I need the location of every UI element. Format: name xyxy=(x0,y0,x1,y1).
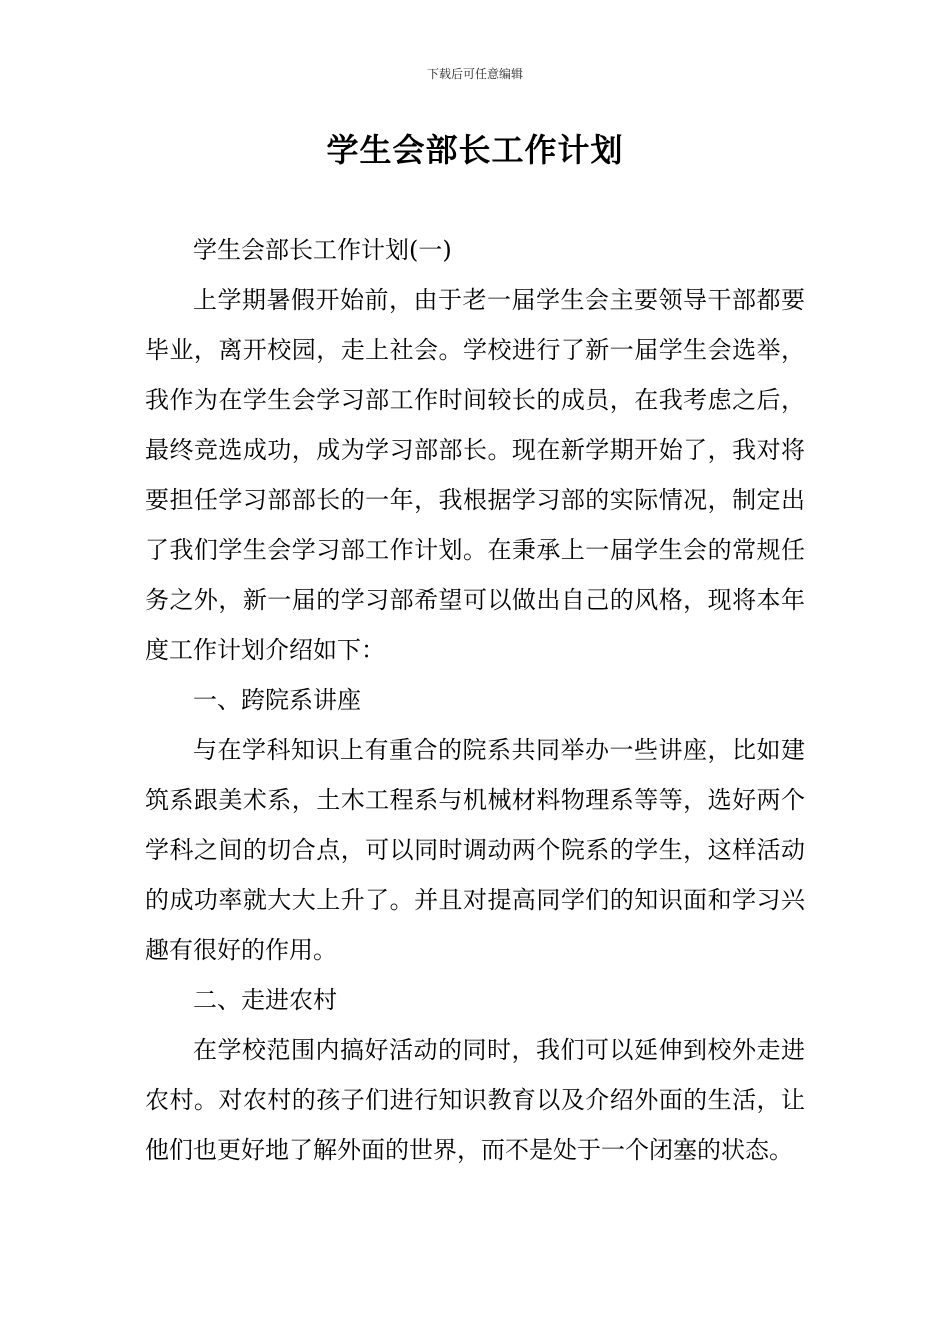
section-heading-village: 二、走进农村 xyxy=(193,986,337,1014)
lectures-paragraph: 与在学科知识上有重合的院系共同举办一些讲座，比如建筑系跟美术系，土木工程系与机械材料物理系等等，选好两个学科之间的切合点，可以同时调动两个院系的学生，这样活动的成功率就大大上升了。并且对提高同学们的知识面和学习兴趣有很好的作用。 xyxy=(145,736,805,964)
document-title: 学生会部长工作计划 xyxy=(326,131,624,169)
intro-paragraph: 上学期暑假开始前，由于老一届学生会主要领导干部都要毕业，离开校园，走上社会。学校进行了新一届学生会选举，我作为在学生会学习部工作时间较长的成员，在我考虑之后，最终竞选成功，成为学习部部长。现在新学期开始了，我对将要担任学习部部长的一年，我根据学习部的实际情况，制定出了我们学生会学习部工作计划。在秉承上一届学生会的常规任务之外，新一届的学习部希望可以做出自己的风格，现将本年度工作计划介绍如下： xyxy=(145,286,805,664)
section-heading-lectures: 一、跨院系讲座 xyxy=(193,686,361,714)
village-paragraph: 在学校范围内搞好活动的同时，我们可以延伸到校外走进农村。对农村的孩子们进行知识教育以及介绍外面的生活，让他们也更好地了解外面的世界，而不是处于一个闭塞的状态。 xyxy=(145,1036,805,1164)
document-body xyxy=(145,225,805,1175)
section-heading-plan-one: 学生会部长工作计划(一) xyxy=(193,236,452,264)
header-note: 下载后可任意编辑 xyxy=(426,67,523,81)
